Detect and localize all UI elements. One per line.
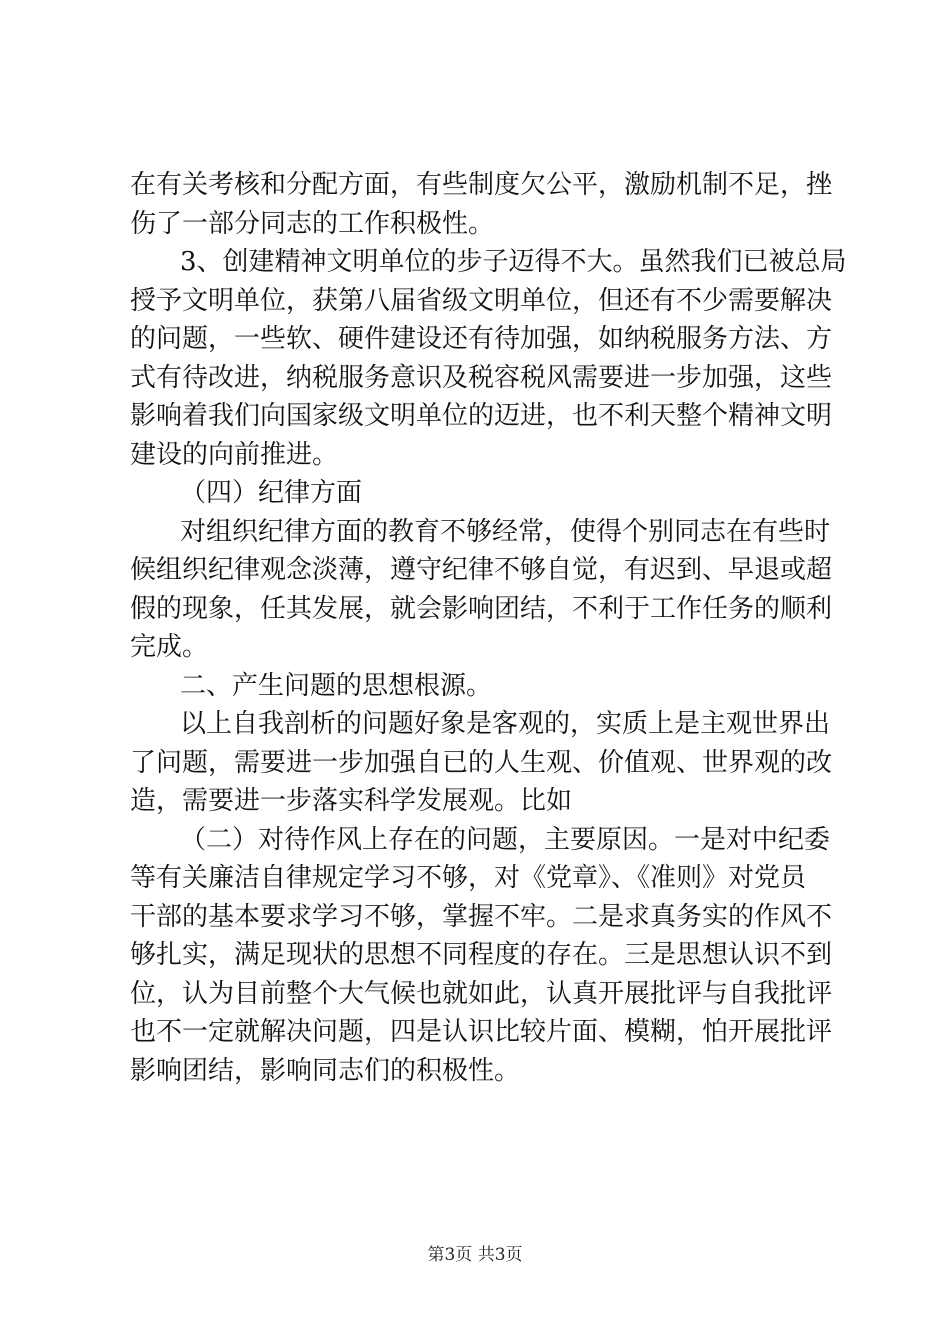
text-line: （二）对待作风上存在的问题，主要原因。一是对中纪委	[180, 824, 831, 855]
text-line: 位，认为目前整个大气候也就如此，认真开展批评与自我批评	[130, 978, 833, 1009]
text-line: 二、产生问题的思想根源。	[180, 670, 493, 701]
text-line: 3、创建精神文明单位的步子迈得不大。虽然我们已被总局	[180, 247, 847, 277]
text-line: 造，需要进一步落实科学发展观。比如	[130, 786, 573, 816]
text-line: 对组织纪律方面的教育不够经常，使得个别同志在有些时	[180, 516, 831, 547]
text-line: 等有关廉洁自律规定学习不够，对《党章》、《准则》对党员	[130, 863, 807, 893]
text-line: 授予文明单位，获第八届省级文明单位，但还有不少需要解决	[130, 285, 833, 316]
text-line: 的问题，一些软、硬件建设还有待加强，如纳税服务方法、方	[130, 324, 833, 354]
text-line: 以上自我剖析的问题好象是客观的，实质上是主观世界出	[180, 709, 831, 739]
text-line: 假的现象，任其发展，就会影响团结，不利于工作任务的顺利	[130, 593, 833, 624]
page-footer: 第3页 共3页	[427, 1245, 523, 1265]
text-line: 了问题，需要进一步加强自已的人生观、价值观、世界观的改	[130, 747, 833, 778]
text-line: 建设的向前推进。	[130, 439, 339, 470]
text-line: 候组织纪律观念淡薄，遵守纪律不够自觉，有迟到、早退或超	[130, 555, 833, 585]
text-line: 够扎实，满足现状的思想不同程度的存在。三是思想认识不到	[130, 940, 833, 970]
text-line: （四）纪律方面	[180, 478, 363, 508]
text-line: 影响着我们向国家级文明单位的迈进，也不利天整个精神文明	[130, 401, 833, 431]
text-line: 式有待改进，纳税服务意识及税容税风需要进一步加强，这些	[130, 362, 833, 393]
text-line: 在有关考核和分配方面，有些制度欠公平，激励机制不足，挫	[130, 170, 833, 200]
text-line: 干部的基本要求学习不够，掌握不牢。二是求真务实的作风不	[130, 901, 833, 932]
document-body	[130, 166, 847, 1090]
text-line: 也不一定就解决问题，四是认识比较片面、模糊，怕开展批评	[130, 1017, 833, 1047]
text-line: 伤了一部分同志的工作积极性。	[130, 208, 495, 239]
text-line: 影响团结，影响同志们的积极性。	[130, 1055, 521, 1086]
text-line: 完成。	[130, 632, 209, 662]
